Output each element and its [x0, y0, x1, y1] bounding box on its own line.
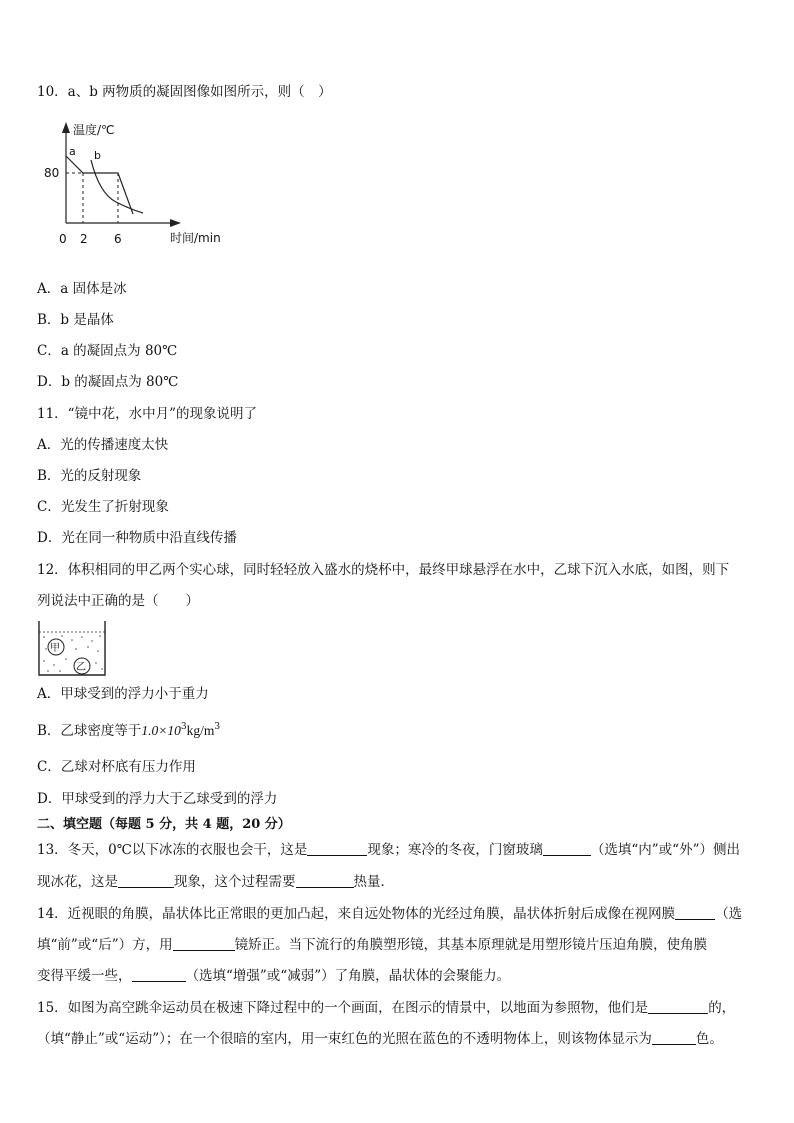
q14-blank-3[interactable]	[132, 967, 186, 982]
q13-text-1: 13．冬天，0℃以下冰冻的衣服也会干，这是	[37, 842, 308, 858]
q14-line3	[37, 966, 510, 986]
q10-option-b: B．b 是晶体	[37, 312, 114, 328]
q12-option-d: D．甲球受到的浮力大于乙球受到的浮力	[37, 791, 278, 807]
q13-text-3: （选填“内”或“外”）侧出	[590, 842, 740, 858]
q10-option-a: A．a 固体是冰	[37, 281, 127, 297]
q14-text-2: （选	[715, 906, 743, 922]
q12-beaker-figure	[36, 619, 110, 679]
q12-option-b	[37, 721, 220, 741]
q11-option-c: C．光发生了折射现象	[37, 499, 169, 515]
q14-text-5: 变得平缓一些，	[37, 968, 132, 984]
q15-text-1: 15．如图为高空跳伞运动员在极速下降过程中的一个画面，在图示的情景中，以地面为参照物，他们是	[37, 1000, 649, 1016]
y-tick-80: 80	[44, 166, 60, 180]
x-tick-6: 6	[114, 232, 122, 246]
q12-option-a: A．甲球受到的浮力小于重力	[37, 686, 209, 702]
ball-yi-label: 乙	[76, 662, 86, 673]
q12-option-b-exp: 3	[180, 722, 187, 732]
q15-text-2: 的，	[708, 1000, 736, 1016]
q13-text-5: 现象，这个过程需要	[174, 874, 296, 890]
q10-stem: 10．a、b 两物质的凝固图像如图所示，则（ ）	[37, 84, 332, 100]
q15-text-3: （填“静止”或“运动”）；在一个很暗的室内，用一束红色的光照在蓝色的不透明物体上，则该物体显示为	[37, 1031, 652, 1047]
q15-line1	[37, 998, 735, 1018]
q10-option-d: D．b 的凝固点为 80℃	[37, 374, 179, 390]
q13-text-2: 现象；寒冷的冬夜，门窗玻璃	[367, 842, 543, 858]
q11-option-d: D．光在同一种物质中沿直线传播	[37, 530, 237, 546]
q12-stem-line2: 列说法中正确的是（ ）	[37, 593, 199, 609]
q14-line1	[37, 904, 742, 924]
q13-text-4: 现冰花，这是	[37, 874, 118, 890]
q12-option-b-prefix: B．乙球密度等于	[37, 723, 142, 739]
q13-blank-3[interactable]	[118, 873, 174, 888]
q13-blank-2[interactable]	[543, 841, 591, 856]
q12-option-c: C．乙球对杯底有压力作用	[37, 759, 196, 775]
q15-line2	[37, 1029, 723, 1049]
q14-text-6: （选填“增强”或“减弱”）了角膜，晶状体的会聚能力。	[185, 968, 511, 984]
q14-text-1: 14．近视眼的角膜，晶状体比正常眼的更加凸起，来自远处物体的光经过角膜，晶状体折射后成像在视网膜	[37, 906, 676, 922]
x-tick-0: 0	[59, 232, 67, 246]
q15-text-4: 色。	[695, 1031, 723, 1047]
q15-blank-2[interactable]	[652, 1030, 696, 1045]
q14-line2	[37, 935, 707, 955]
section2-heading: 二、填空题（每题 5 分，共 4 题，20 分）	[37, 817, 291, 832]
q14-blank-1[interactable]	[675, 905, 715, 920]
ball-jia-label: 甲	[50, 643, 60, 654]
q13-blank-1[interactable]	[307, 841, 367, 856]
x-tick-2: 2	[80, 232, 88, 246]
q13-line1	[37, 840, 740, 860]
q11-option-b: B．光的反射现象	[37, 468, 142, 484]
q13-line2	[37, 872, 394, 892]
q11-option-a: A．光的传播速度太快	[37, 437, 169, 453]
x-axis-arrow	[170, 219, 181, 227]
y-axis-label: 温度/℃	[73, 123, 115, 137]
curve-b-label: b	[94, 149, 101, 162]
curve-a-label: a	[69, 145, 76, 158]
x-axis-label: 时间/min	[170, 231, 221, 245]
q10-option-c: C．a 的凝固点为 80℃	[37, 343, 178, 359]
q10-solidification-graph	[36, 118, 266, 250]
q13-blank-4[interactable]	[296, 873, 354, 888]
q12-option-b-unit-exp: 3	[214, 722, 221, 732]
q14-blank-2[interactable]	[173, 936, 235, 951]
q12-option-b-unit: kg/m	[186, 723, 215, 738]
q12-option-b-value: 1.0×10	[141, 723, 181, 738]
curve-b	[91, 160, 143, 213]
q11-stem: 11．“镜中花，水中月”的现象说明了	[37, 406, 257, 422]
q15-blank-1[interactable]	[648, 999, 708, 1014]
y-axis-arrow	[62, 122, 70, 133]
q12-stem-line1: 12．体积相同的甲乙两个实心球，同时轻轻放入盛水的烧杯中，最终甲球悬浮在水中，乙球下沉入水底，如图，则下	[37, 562, 730, 578]
q13-text-6: 热量．	[353, 874, 394, 890]
q14-text-4: 镜矫正。当下流行的角膜塑形镜，其基本原理就是用塑形镜片压迫角膜，使角膜	[234, 937, 708, 953]
q14-text-3: 填“前”或“后”）方，用	[37, 937, 173, 953]
